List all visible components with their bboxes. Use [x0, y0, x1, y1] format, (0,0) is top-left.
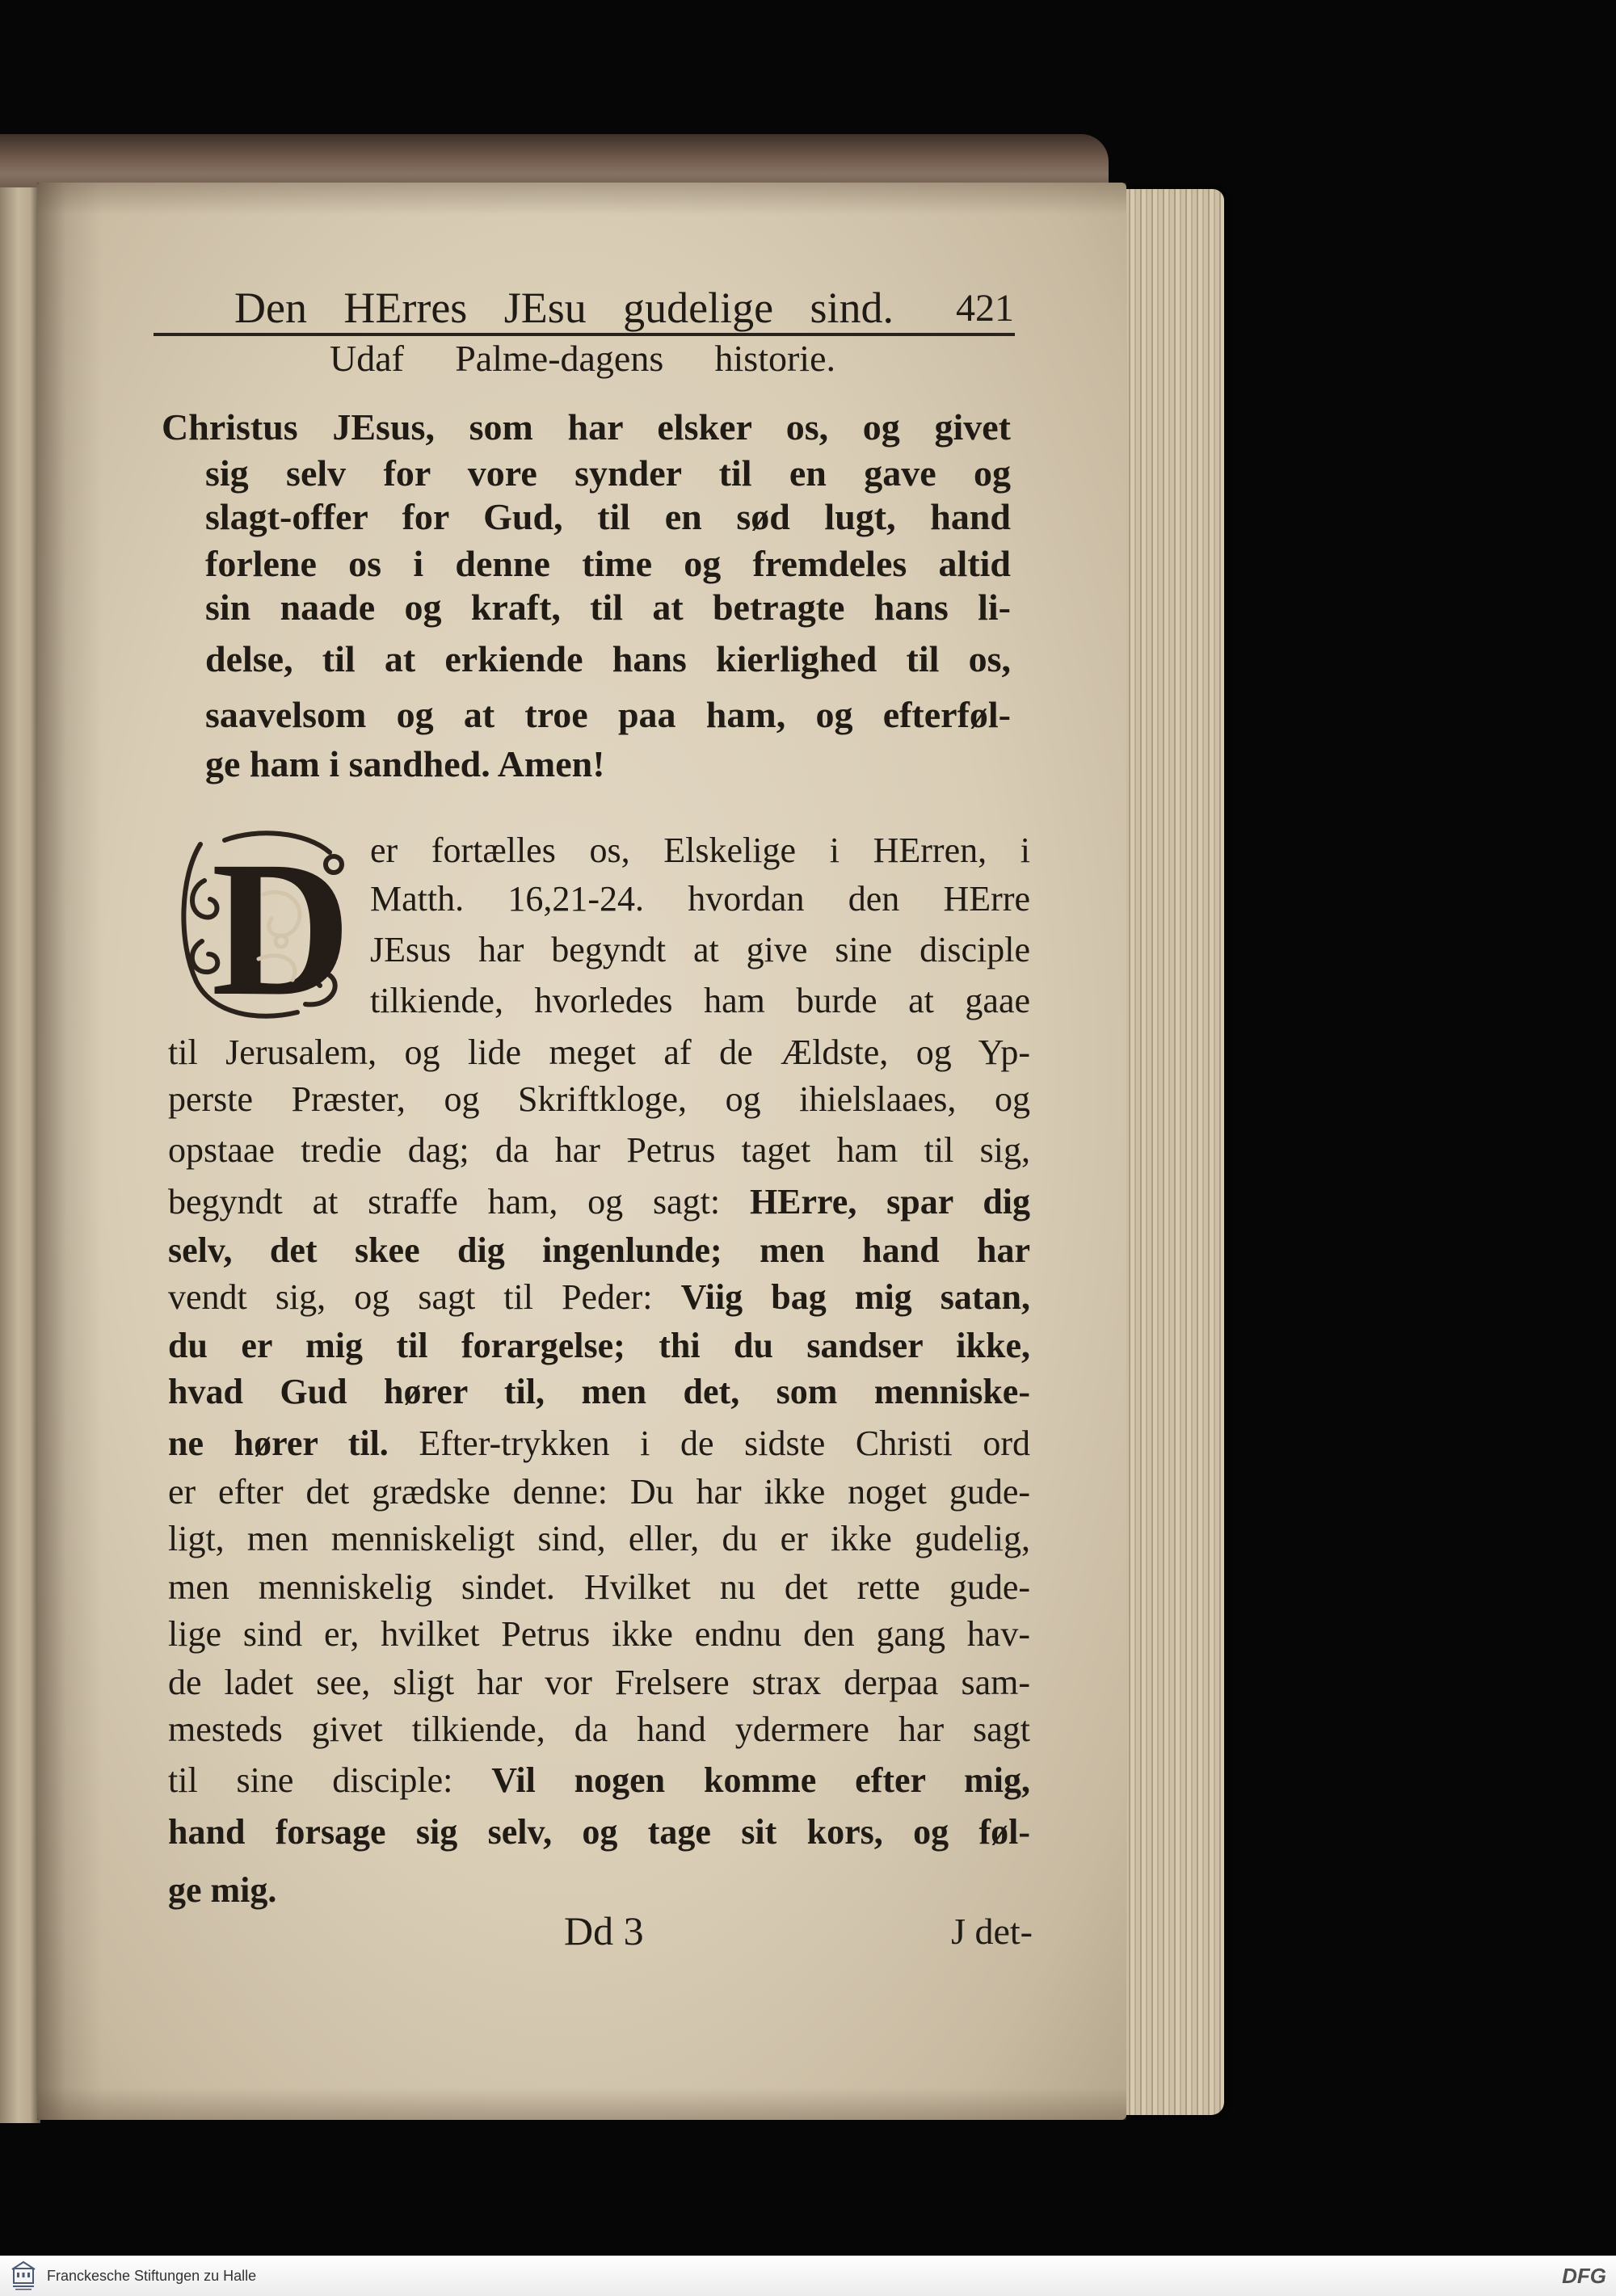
prayer-line: Christus JEsus, som har elsker os, og givet	[162, 406, 1011, 448]
prayer-line: saavelsom og at troe paa ham, og efterføl-	[205, 694, 1011, 735]
text-segment: perste Præster, og Skriftkloge, og ihielslaaes, og	[168, 1079, 1030, 1119]
emphasized-text: hvad Gud hører til, men det, som menniske-	[168, 1372, 1030, 1411]
text-segment: JEsus har begyndt at give sine disciple	[370, 930, 1030, 969]
franckesche-stiftungen-logo	[6, 2259, 40, 2293]
sermon-line	[168, 1757, 1030, 1804]
sermon-line	[370, 827, 1030, 874]
sermon-line	[168, 1369, 1030, 1415]
text-segment: men menniskelig sindet. Hvilket nu det rette gude-	[168, 1567, 1030, 1607]
sermon-line	[370, 927, 1030, 973]
catchword: J det-	[951, 1911, 1033, 1952]
text-segment: begyndt at straffe ham, og sagt:	[168, 1182, 721, 1222]
sermon-line	[168, 1706, 1030, 1753]
text-segment: Matth. 16,21-24. hvordan den HErre	[370, 879, 1030, 919]
sermon-line	[168, 1179, 1030, 1226]
text-segment: opstaae tredie dag; da har Petrus taget ham til sig,	[168, 1130, 1030, 1170]
emphasized-text: Vil nogen komme efter mig,	[491, 1760, 1030, 1800]
sermon-line	[168, 1809, 1030, 1856]
emphasized-text: selv, det skee dig ingenlunde; men hand har	[168, 1230, 1030, 1270]
emphasized-text: Viig bag mig satan,	[680, 1277, 1031, 1317]
section-heading: Udaf Palme-dagens historie.	[330, 338, 835, 379]
page-number: 421	[956, 287, 1014, 330]
emphasized-text: HErre, spar dig	[749, 1182, 1031, 1222]
text-segment: vendt sig, og sagt til Peder:	[168, 1277, 653, 1317]
sermon-line	[168, 1611, 1030, 1658]
facing-page-edge	[0, 187, 40, 2123]
sermon-line	[168, 1420, 1030, 1467]
prayer-line: slagt-offer for Gud, til en sød lugt, hand	[205, 496, 1011, 537]
dfg-logo: DFG	[1562, 2264, 1606, 2288]
institution-name: Franckesche Stiftungen zu Halle	[47, 2268, 257, 2284]
prayer-line: forlene os i denne time og fremdeles altid	[205, 543, 1011, 584]
prayer-line: sig selv for vore synder til en gave og	[205, 452, 1011, 494]
sermon-line	[168, 1076, 1030, 1123]
drop-cap-letter: D	[211, 821, 351, 1025]
prayer-line: sin naade og kraft, til at betragte hans li-	[205, 587, 1011, 628]
sermon-line	[168, 1323, 1030, 1369]
text-segment: mesteds givet tilkiende, da hand ydermere har sagt	[168, 1709, 1030, 1749]
text-segment: er fortælles os, Elskelige i HErren, i	[370, 831, 1030, 870]
emphasized-text: du er mig til forargelse; thi du sandser ikke,	[168, 1326, 1030, 1365]
prayer-line: delse, til at erkiende hans kierlighed til os,	[205, 638, 1011, 679]
sermon-line	[168, 1469, 1030, 1516]
text-segment: lige sind er, hvilket Petrus ikke endnu den gang hav-	[168, 1614, 1030, 1654]
sermon-line	[168, 1029, 1030, 1076]
header-rule	[154, 333, 1015, 336]
archive-footer-bar	[0, 2256, 1616, 2296]
sermon-line	[370, 978, 1030, 1024]
emphasized-text: hand forsage sig selv, og tage sit kors, og føl-	[168, 1812, 1030, 1852]
gutter-shadow	[37, 183, 102, 2120]
sermon-line	[370, 876, 1030, 923]
page-top-shadow	[37, 183, 1126, 215]
sermon-line	[168, 1516, 1030, 1562]
running-head: Den HErres JEsu gudelige sind.	[234, 284, 894, 332]
page-bottom-shadow	[37, 2088, 1126, 2120]
text-segment: til sine disciple:	[168, 1760, 453, 1800]
text-segment: er efter det grædske denne: Du har ikke noget gude-	[168, 1472, 1030, 1512]
emphasized-text: ge mig.	[168, 1870, 277, 1910]
sermon-line	[168, 1659, 1030, 1706]
text-segment: Efter-trykken i de sidste Christi ord	[419, 1423, 1030, 1463]
sermon-line	[168, 1227, 1030, 1274]
text-segment: de ladet see, sligt har vor Frelsere strax derpaa sam-	[168, 1663, 1030, 1702]
sermon-line	[168, 1274, 1030, 1321]
text-segment: tilkiende, hvorledes ham burde at gaae	[370, 981, 1030, 1020]
text-segment: til Jerusalem, og lide meget af de Ældste, og Yp-	[168, 1032, 1030, 1072]
sermon-line	[168, 1564, 1030, 1611]
emphasized-text: ne hører til.	[168, 1423, 389, 1463]
drop-cap-ornament	[168, 820, 366, 1025]
prayer-line: ge ham i sandhed. Amen!	[205, 743, 605, 784]
signature-mark: Dd 3	[564, 1908, 644, 1953]
page-block-fore-edge	[1113, 189, 1224, 2115]
sermon-line	[168, 1127, 1030, 1174]
text-segment: ligt, men menniskeligt sind, eller, du er ikke gudelig,	[168, 1519, 1030, 1558]
